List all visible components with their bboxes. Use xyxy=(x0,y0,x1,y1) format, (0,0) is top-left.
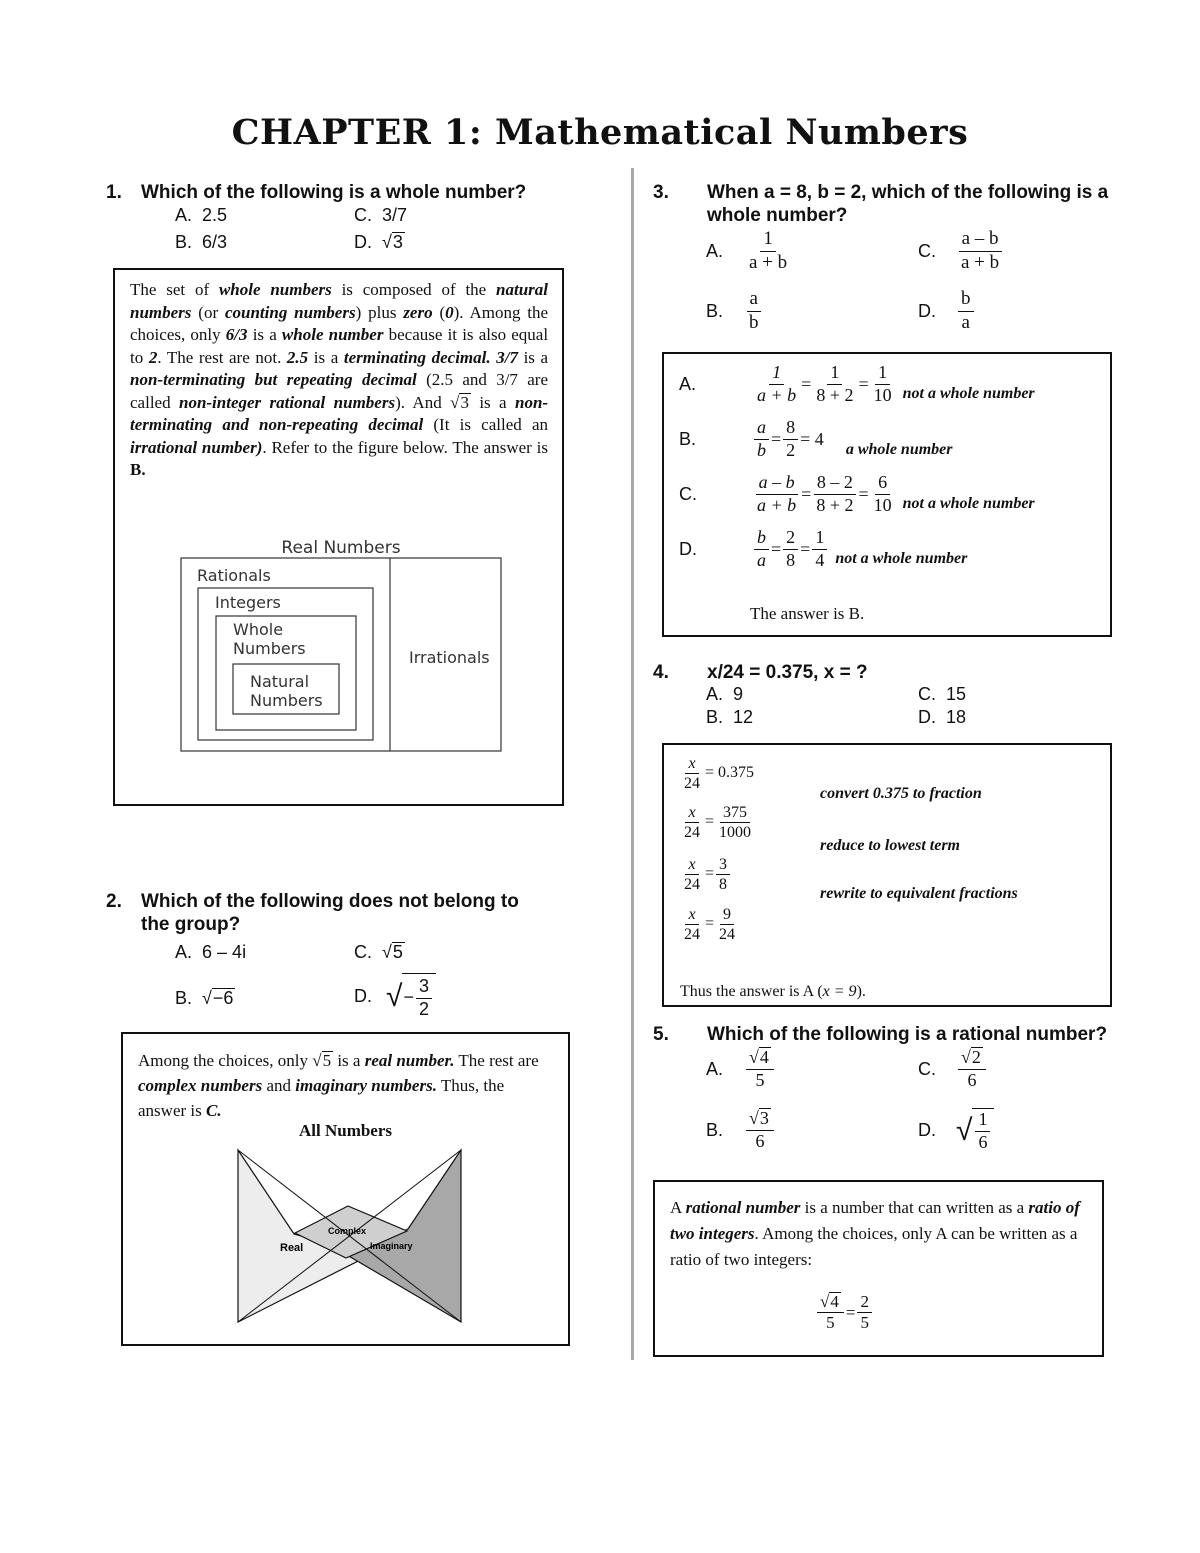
term: 0 xyxy=(445,302,454,322)
text: is a xyxy=(479,392,507,412)
option-label: B. xyxy=(175,988,193,1008)
q4-step-1 xyxy=(679,754,754,793)
text: Among the choices, only xyxy=(138,1051,308,1070)
row-label: C. xyxy=(679,483,697,504)
numerator: 9 xyxy=(720,905,734,925)
complex-label: Complex xyxy=(327,1226,367,1236)
q3-solution-box xyxy=(662,352,1112,637)
numerator: 1 xyxy=(769,362,784,385)
term: non-terminating but repeating decimal xyxy=(130,370,417,389)
option-label: A. xyxy=(706,684,724,704)
option-value: 15 xyxy=(946,684,967,704)
denominator: 24 xyxy=(684,824,700,842)
q4-note-2: reduce to lowest term xyxy=(820,837,960,854)
denominator: 8 xyxy=(719,876,728,894)
q3-solution-row-a: A. $\frac{1}{a + b}$ = $\frac{1}{8 + 2}$ = $\frac{1}{10}$ not a whole number xyxy=(679,362,1035,405)
option-value: 2.5 xyxy=(202,205,228,225)
text: The set of xyxy=(130,280,210,299)
real-numbers-venn-diagram xyxy=(170,530,510,762)
q3-option-d xyxy=(918,288,976,335)
term: 2 xyxy=(148,347,158,367)
numerator: x xyxy=(685,754,698,774)
q2-option-d: D. √ − $\frac{3}{2}$ xyxy=(354,973,436,1020)
text: is a xyxy=(337,1051,361,1070)
numerator: 1 xyxy=(827,362,842,385)
real-label: Real xyxy=(280,1242,304,1254)
answer: B. xyxy=(130,460,146,479)
radicand: 3 xyxy=(759,1108,769,1128)
denominator: 24 xyxy=(719,926,736,944)
result: not a whole number xyxy=(835,549,968,567)
text: is a xyxy=(523,347,549,367)
denominator: 2 xyxy=(418,998,429,1019)
text: . Refer to the figure below. The answer is xyxy=(262,437,548,457)
text: ). And xyxy=(395,392,442,412)
option-label: A. xyxy=(175,205,193,225)
q2-number: 2. xyxy=(106,891,122,912)
numerator: a – b xyxy=(959,228,1002,252)
q3-option-a xyxy=(706,228,792,275)
option-label: D. xyxy=(354,232,372,252)
all-numbers-figure xyxy=(230,1145,470,1330)
venn-whole-1: Whole xyxy=(233,620,284,639)
numerator: 3 xyxy=(716,855,730,875)
option-label: C. xyxy=(918,240,936,261)
column-divider xyxy=(631,168,634,1360)
numerator: 1 xyxy=(975,1109,990,1132)
q5-option-b: B. $\frac{√3}{6}$ xyxy=(706,1108,776,1152)
numerator: 1 xyxy=(760,228,776,252)
text: (or xyxy=(198,302,219,322)
denominator: a + b xyxy=(961,251,1000,273)
term: whole number xyxy=(281,325,384,344)
imaginary-label: Imaginary xyxy=(370,1241,413,1251)
term: 2.5 xyxy=(286,347,309,367)
q4-step-3: $\frac{x}{24}$ = $\frac{3}{8}$ xyxy=(679,855,732,894)
result: not a whole number xyxy=(902,494,1035,512)
numerator: a – b xyxy=(756,472,798,495)
q5-explanation xyxy=(670,1195,1090,1273)
q3-solution-row-c: C. $\frac{a - b}{a + b}$ = $\frac{8 - 2}{8 + 2}$ = $\frac{6}{10}$ not a whole number xyxy=(679,472,1035,515)
option-label: D. xyxy=(918,1120,936,1141)
radicand: 3 xyxy=(460,392,469,412)
denominator: a xyxy=(961,311,970,333)
q3-solution-row-d: D. $\frac{b}{a}$ = $\frac{2}{8}$ = $\frac{1}{4}$ not a whole number xyxy=(679,527,968,570)
q4-note-1: convert 0.375 to fraction xyxy=(820,785,982,802)
q4-option-c xyxy=(918,684,966,705)
q4-step-2: $\frac{x}{24}$ = $\frac{375}{1000}$ xyxy=(679,803,756,842)
denominator: a + b xyxy=(757,384,797,405)
denominator: 1000 xyxy=(719,824,752,842)
q4-note-3: rewrite to equivalent fractions xyxy=(820,885,1018,902)
numerator: 2 xyxy=(783,527,798,550)
denominator: 4 xyxy=(815,549,825,570)
q2-option-a xyxy=(175,942,246,963)
q1-option-a xyxy=(175,205,227,226)
figure-title: All Numbers xyxy=(298,1121,393,1140)
q4-answer xyxy=(680,981,866,1004)
radicand: 2 xyxy=(971,1047,981,1067)
option-value: 18 xyxy=(946,707,967,727)
term: 6/3 xyxy=(225,325,248,344)
text: ( xyxy=(439,302,446,322)
denominator: 8 + 2 xyxy=(816,494,854,515)
text: and xyxy=(266,1076,291,1095)
option-label: B. xyxy=(175,232,193,252)
option-label: D. xyxy=(918,300,936,321)
result: not a whole number xyxy=(902,384,1035,402)
page-title: CHAPTER 1: Mathematical Numbers xyxy=(231,112,969,153)
q3-question-line2: whole number? xyxy=(707,205,848,226)
q3-question-line1: When a = 8, b = 2, which of the following is a xyxy=(707,182,1109,203)
q4-option-b xyxy=(706,707,753,728)
numerator: 6 xyxy=(875,472,890,495)
term: imaginary numbers. xyxy=(295,1076,437,1095)
option-value: 12 xyxy=(733,707,754,727)
text: is a xyxy=(313,347,339,367)
numerator: x xyxy=(685,803,698,823)
row-label: D. xyxy=(679,538,697,559)
q1-explanation: The set of whole numbers is composed of the natural numbers (or counting numbers) plus zero (0). Among the choices, only 6/3 is a whole number because it is also equal to 2. The rest are not. 2.5 is a terminating decimal. 3/7 is a non-terminating but repeating decimal (2.5 and 3/7 are called non-integer rational numbers). And √3 is a non-terminating and non-repeating decimal (It is called an irrational number). Refer to the figure below. The answer is B. xyxy=(130,280,549,479)
venn-whole-2: Numbers xyxy=(233,639,306,658)
q5-equation: $\frac{√4}{5}$ = $\frac{2}{5}$ xyxy=(815,1292,874,1334)
text: is a number that can written as a xyxy=(804,1198,1025,1217)
radicand: 3 xyxy=(392,232,403,252)
q4-option-d xyxy=(918,707,966,728)
radicand: 4 xyxy=(759,1047,769,1067)
denominator: 6 xyxy=(967,1069,977,1090)
q2-question-line2: the group? xyxy=(141,914,241,935)
result: a whole number xyxy=(845,441,953,458)
q1-option-b xyxy=(175,232,227,253)
q1-option-d: D. √3 xyxy=(354,232,403,252)
denominator: 10 xyxy=(873,494,892,515)
minus-sign: − xyxy=(403,987,414,1008)
q3-answer: The answer is B. xyxy=(750,604,865,623)
denominator: 10 xyxy=(873,384,892,405)
q3-option-b xyxy=(706,288,764,335)
answer-term: x = 9 xyxy=(822,983,857,1000)
term: 3/7 xyxy=(496,347,518,367)
option-label: C. xyxy=(354,205,372,225)
q3-number: 3. xyxy=(653,182,669,203)
venn-rationals: Rationals xyxy=(197,566,271,585)
numerator: 8 xyxy=(783,417,798,440)
option-value: 6 – 4i xyxy=(202,942,247,962)
q2-explanation: Among the choices, only √5 is a real number. The rest are complex numbers and imaginary numbers. Thus, the answer is C. xyxy=(138,1051,539,1120)
q2-question-line1: Which of the following does not belong to xyxy=(141,891,519,912)
term: complex numbers xyxy=(138,1076,263,1095)
value: = 4 xyxy=(800,429,824,449)
denominator: 8 xyxy=(786,549,796,570)
numerator: a xyxy=(754,417,769,440)
q2-option-c: C. √5 xyxy=(354,942,403,962)
venn-irrationals: Irrationals xyxy=(409,648,490,667)
denominator: 2 xyxy=(786,439,796,460)
q4-number: 4. xyxy=(653,662,669,683)
q1-number: 1. xyxy=(106,182,122,203)
text: (It is called an xyxy=(433,415,548,434)
text: ). Among the choices, only xyxy=(130,302,549,344)
option-label: C. xyxy=(354,942,372,962)
option-value: 6/3 xyxy=(202,232,228,252)
q5-number: 5. xyxy=(653,1024,669,1045)
venn-natural-1: Natural xyxy=(250,672,310,691)
denominator: 24 xyxy=(684,876,700,894)
option-label: A. xyxy=(175,942,193,962)
denominator: a xyxy=(757,549,766,570)
text: The rest are xyxy=(458,1051,539,1070)
option-label: B. xyxy=(706,707,724,727)
denominator: 5 xyxy=(826,1313,835,1333)
q4-solution-box xyxy=(662,743,1112,1007)
text: . Among the choices, only A can be written as a ratio of two integers: xyxy=(670,1224,1078,1269)
radicand: −6 xyxy=(212,988,234,1008)
option-label: A. xyxy=(706,240,724,261)
venn-integers: Integers xyxy=(215,593,281,612)
text: (2.5 and 3/7 are called xyxy=(130,370,549,412)
text: is a xyxy=(252,325,277,344)
term: non-terminating and non-repeating decimal xyxy=(130,392,549,434)
term: whole numbers xyxy=(218,280,332,299)
numerator: b xyxy=(754,527,769,550)
q5-option-a: A. $\frac{√4}{5}$ xyxy=(706,1047,776,1091)
option-value: 9 xyxy=(733,684,744,704)
denominator: 8 + 2 xyxy=(816,384,854,405)
text: because it is also equal to xyxy=(130,325,549,367)
term: non-integer rational numbers xyxy=(178,392,396,412)
answer: C. xyxy=(205,1101,222,1120)
text: is composed of the xyxy=(341,280,487,299)
row-label: B. xyxy=(679,429,697,449)
q4-option-a xyxy=(706,684,743,705)
row-label: A. xyxy=(679,373,697,394)
option-label: A. xyxy=(706,1058,724,1079)
option-label: B. xyxy=(706,300,724,321)
q3-option-c xyxy=(918,228,1004,275)
numerator: 2 xyxy=(857,1292,872,1313)
q1-option-c xyxy=(354,205,407,226)
term: rational number xyxy=(685,1198,801,1217)
numerator: b xyxy=(958,288,974,312)
denominator: 5 xyxy=(860,1313,869,1333)
numerator: 3 xyxy=(416,976,432,999)
q4-question: x/24 = 0.375, x = ? xyxy=(707,662,868,683)
numerator: 1 xyxy=(875,362,890,385)
q2-option-b: B. √−6 xyxy=(175,988,234,1008)
numerator: 1 xyxy=(812,527,827,550)
denominator: 6 xyxy=(755,1130,765,1151)
text: A xyxy=(670,1198,682,1217)
venn-title: Real Numbers xyxy=(281,538,401,558)
numerator: 8 – 2 xyxy=(814,472,856,495)
term: zero xyxy=(403,302,433,322)
term: ratio of two integers xyxy=(670,1198,1080,1243)
denominator: b xyxy=(749,311,759,333)
q4-step-4: $\frac{x}{24}$ = $\frac{9}{24}$ xyxy=(679,905,740,944)
text: Thus the answer is A ( xyxy=(680,983,823,1000)
term: irrational number) xyxy=(130,437,263,457)
radicand: 5 xyxy=(392,942,403,962)
option-label: C. xyxy=(918,1058,936,1079)
option-label: B. xyxy=(706,1119,724,1140)
option-label: D. xyxy=(918,707,936,727)
denominator: 6 xyxy=(978,1131,988,1152)
numerator: 375 xyxy=(720,803,750,823)
q5-question: Which of the following is a rational number? xyxy=(707,1024,1108,1045)
radicand: 4 xyxy=(830,1292,839,1311)
q5-option-d: D. √ $\frac{1}{6}$ xyxy=(918,1108,994,1153)
denominator: 24 xyxy=(684,926,700,944)
q5-explanation-box xyxy=(653,1180,1104,1357)
text: Thus, the answer is xyxy=(138,1076,505,1120)
rhs: = 0.375 xyxy=(705,764,755,782)
venn-natural-2: Numbers xyxy=(250,691,323,710)
radicand: 5 xyxy=(322,1051,332,1070)
denominator: 24 xyxy=(684,775,700,793)
term: counting numbers xyxy=(224,302,356,322)
denominator: a + b xyxy=(749,251,788,273)
denominator: 5 xyxy=(755,1069,765,1090)
numerator: x xyxy=(685,905,698,925)
text: ) plus xyxy=(355,302,397,322)
option-value: 3/7 xyxy=(382,205,408,225)
text: ). xyxy=(856,983,866,1000)
denominator: a + b xyxy=(757,494,797,515)
term: natural numbers xyxy=(130,280,549,322)
term: real number. xyxy=(364,1051,455,1070)
numerator: a xyxy=(747,288,761,312)
text: . The rest are not. xyxy=(157,347,282,367)
q5-option-c: C. $\frac{√2}{6}$ xyxy=(918,1047,988,1091)
option-label: D. xyxy=(354,986,372,1007)
term: terminating decimal. xyxy=(343,347,491,367)
q1-question: Which of the following is a whole number? xyxy=(141,182,527,203)
q3-solution-row-b: B. $\frac{a}{b}$ = $\frac{8}{2}$ = 4 a whole number xyxy=(679,417,953,460)
option-label: C. xyxy=(918,684,936,704)
denominator: b xyxy=(757,439,766,460)
numerator: x xyxy=(685,855,698,875)
